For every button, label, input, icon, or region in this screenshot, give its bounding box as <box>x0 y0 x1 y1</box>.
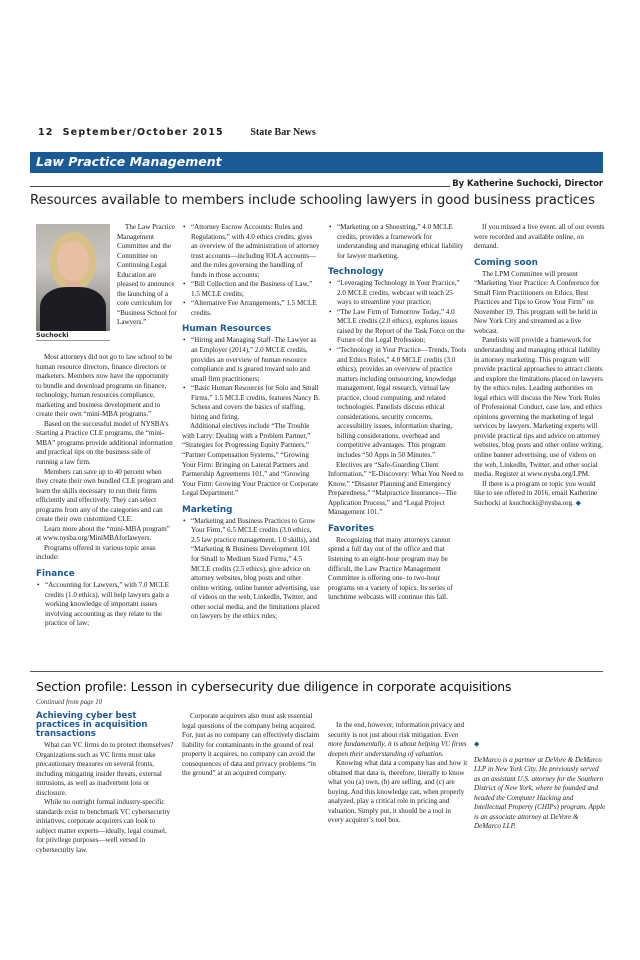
list-item: • “Leveraging Technology in Your Practice,” 2.0 MCLE credits, webcast will teach 25 ways to streamline your practice; <box>328 279 468 308</box>
list-item: • “Basic Human Resources for Solo and Small Firms,” 1.5 MCLE credits, features Nancy B. Schess and covers the basics of staffing, hiring and firing. <box>182 384 320 422</box>
article-column-1 <box>36 353 174 629</box>
list-item: • “Alternative Fee Arrangements,” 1.5 MCLE credits. <box>182 299 320 318</box>
section-banner <box>30 152 603 173</box>
technology-list <box>328 279 468 460</box>
end-mark-icon: ◆ <box>474 740 480 748</box>
byline: By Katherine Suchocki, Director <box>452 178 603 188</box>
profile-subheading: Achieving cyber best practices in acquisition transactions <box>36 711 148 739</box>
profile-column-3 <box>328 721 468 826</box>
continued-from: Continued from page 10 <box>36 699 103 706</box>
publication-name: State Bar News <box>250 127 316 138</box>
body-paragraph: Electives are “Safe-Guarding Client Information,” “E-Discovery: What You Need to Know,” “Disaster Planning and Emergency Preparedness,” “Malpractice Insurance—The Application Process,” and “Legal Project Management 101.” <box>328 460 464 517</box>
body-paragraph: Panelists will provide a framework for understanding and managing ethical liability in attorney marketing. This program will provide practical approaches to attract clients and explore the limitations placed on lawyers by the ethics rules. Leading authorities on legal ethics will discuss the New York Rules of Professional Conduct, case law, and ethics opinions governing the marketing of legal services by lawyers. Marketing experts will provide practical tips and advice on attorney websites, blog posts and other online writing, online banner advertising, use of videos on the web, LinkedIn, Twitter, and other social media. Register at www.nysba.org/LPM. <box>474 336 603 479</box>
body-paragraph: Corporate acquirers also must ask essential legal questions of the company being acquired. For, just as no company can effectively disclaim liability for contaminants in the ground of real property it acquires, no company can avoid the consequences of data and privacy problems “in the ground” at an acquired company. <box>182 712 320 778</box>
profile-column-1 <box>36 712 174 856</box>
hr-list <box>182 336 320 422</box>
body-paragraph: In the end, however, information privacy and security is not just about risk mitigation. Even more fundamentally, it is about helping VC firms deepen their understanding of valuation. <box>328 721 467 758</box>
subhead-human-resources: Human Resources <box>182 324 272 335</box>
page-number: 12 <box>38 127 54 138</box>
profile-column-4 <box>474 740 606 832</box>
article-column-2 <box>182 223 320 622</box>
body-paragraph: Recognizing that many attorneys cannot spend a full day out of the office and that listening to an eight-hour program may be difficult, the Law Practice Management Committee is offering one- to two-hour programs on a variety of topics. Its series of lunchtime webcasts will continue this fall. <box>328 535 453 602</box>
end-mark-line <box>474 740 606 750</box>
subhead-technology: Technology <box>328 267 384 278</box>
body-paragraph: What can VC firms do to protect themselves? Organizations such as VC firms must take precautionary measures on several fronts, including mitigating insider threats, external intrusions, as well as inadvertent loss or disclosure. <box>36 741 174 797</box>
profile-column-2 <box>182 712 320 779</box>
author-photo <box>36 224 110 331</box>
issue-date: September/October 2015 <box>62 127 224 138</box>
list-item: • “Hiring and Managing Staff–The Lawyer as an Employer (2014),” 2.0 MCLE credits, provides an overview of human resource compliance and is geared toward solo and small firm practitioners; <box>182 336 320 384</box>
article-column-4 <box>474 223 606 508</box>
body-paragraph: If you missed a live event, all of our events were recorded and available online, on demand. <box>474 223 605 251</box>
body-paragraph: Based on the successful model of NYSBA’s Starting a Practice CLE programs, the “mini-MBA” programs provide additional information and practical tips on the business side of running a law firm. <box>36 419 173 467</box>
byline-rule <box>30 186 450 187</box>
section-profile-title: Section profile: Lesson in cybersecurity due diligence in corporate acquisitions <box>36 679 512 694</box>
body-paragraph: Programs offered in various topic areas include: <box>36 543 156 562</box>
body-paragraph: If there is a program or topic you would like to see offered in 2016, email Katherine Suchocki at ksuchocki@nysba.org. ◆ <box>474 479 598 507</box>
list-item: • “The Law Firm of Tomorrow Today,” 4.0 MCLE credits (2.0 ethics), explores issues raised by the Report of the Task Force on the Future of the Legal Profession; <box>328 308 468 346</box>
body-paragraph: Learn more about the “mini-MBA program” at www.nysba.org/MiniMBAforlawyers. <box>36 524 170 543</box>
body-paragraph: The LPM Committee will present “Marketing Your Practice: A Conference for Small Firm Practitioners on Ethics, Best Practices and Tips to Grow Your Firm” on November 19. This program will be held in New York City and streamed as a live webcast. <box>474 269 600 335</box>
subhead-marketing: Marketing <box>182 504 233 515</box>
body-paragraph: Additional electives include “The Trouble with Larry: Dealing with a Problem Partner,” “Strategies for Progressing Equity Partners,” “Partner Compensation Systems,” “Growing Your Firm: Bringing on Lateral Partners and Partnership Agreements 101,” and “Growing Your Firm: Growing Your Practice or Corporate Legal Department.” <box>182 422 319 498</box>
body-paragraph: While no outright formal industry-specific standards exist to benchmark VC cybersecurity initiatives, corporate acquirers can look to subject matter experts—ideally, legal counsel, for privilege purposes—well versed in cybersecurity law. <box>36 798 171 855</box>
intro-paragraph: The Law Practice Management Committee and the Committee on Continuing Legal Education are pleased to announce the launching of a core curriculum for “Business School for Lawyers.” <box>117 223 177 327</box>
marketing-list-cont <box>328 223 468 261</box>
finance-list-cont <box>182 223 320 318</box>
running-head <box>38 127 316 138</box>
body-paragraph: Knowing what data a company has and how it obtained that data is, therefore, literally to know what you (a) own, (b) are selling, and (c) are buying. And this knowledge can, when properly analyzed, play a critical role in pricing and valuation. Simply put, it should be a tool in every acquirer’s tool box. <box>328 759 468 825</box>
body-paragraph: Most attorneys did not go to law school to be human resource directors, finance directors or marketers. Members now have the opportunity to bundle and download programs on finance, technology, human resources compliance, marketing and business development and to create their own “mini-MBA programs.” <box>36 353 173 419</box>
section-banner-label: Law Practice Management <box>36 154 222 169</box>
article-column-3 <box>328 223 468 603</box>
end-mark-icon: ◆ <box>575 498 581 507</box>
list-item: • “Technology in Your Practice—Trends, Tools and Ethics Rules,” 4.0 MCLE credits (3.0 ethics), provides an overview of practice matters including outsourcing, knowledge management, legal research, virtual law practice, cloud computing, and related technologies. Panelists discuss ethical considerations, security concerns, accessibility issues, information sharing, billing considerations, overhead and competitive advantages. This program includes “50 Apps in 50 Minutes.” <box>328 346 468 461</box>
list-item: • “Bill Collection and the Business of Law,” 1.5 MCLE credits; <box>182 280 320 299</box>
list-item: • “Attorney Escrow Accounts: Rules and Regulations,” with 4.0 ethics credits, gives an overview of the administration of attorney trust accounts—including IOLA accounts—and the rules governing the handling of funds in those accounts; <box>182 223 320 280</box>
section-divider <box>30 671 603 672</box>
list-item: • “Marketing and Business Practices to Grow Your Firm,” 6.5 MCLE credits (3.0 ethics, 2.5 law practice management, 1.0 skills), and “Marketing & Business Development 101 for Small to Medium Sized Firms,” 4.5 MCLE credits (2.5 ethics), give advice on attorney websites, blog posts and other online writing, online banner advertising, use of videos on the web, LinkedIn, Twitter, and other social media, and the limitations placed on lawyers by the ethics rules; <box>182 517 320 622</box>
finance-list <box>36 581 174 629</box>
body-paragraph: Members can save up to 40 percent when they create their own bundled CLE program and learn the skills necessary to run their firms efficiently and effectively. They can select programs from any of the categories and can create their own customized CLE. <box>36 467 174 524</box>
subhead-coming-soon: Coming soon <box>474 257 538 268</box>
list-item: • “Marketing on a Shoestring,” 4.0 MCLE credits, provides a framework for understanding and managing ethical liability for lawyer marketing. <box>328 223 468 261</box>
subhead-favorites: Favorites <box>328 523 374 534</box>
list-item: • “Accounting for Lawyers,” with 7.0 MCLE credits (1.0 ethics), will help lawyers gain a working knowledge of important issues involving accounting as they relate to the practice of law; <box>36 581 174 629</box>
author-bio: DeMarco is a partner at DeVore & DeMarco LLP in New York City. He previously served as an assistant U.S. attorney for the Southern District of New York, where he founded and headed the Computer Hacking and Intellectual Property (CHIPs) program. Apple is an associate attorney at DeVore & DeMarco LLP. <box>474 755 606 831</box>
article-headline: Resources available to members include schooling lawyers in good business practices <box>30 193 595 208</box>
marketing-list <box>182 517 320 622</box>
subhead-finance: Finance <box>36 569 75 580</box>
photo-caption: Suchocki <box>36 331 110 341</box>
